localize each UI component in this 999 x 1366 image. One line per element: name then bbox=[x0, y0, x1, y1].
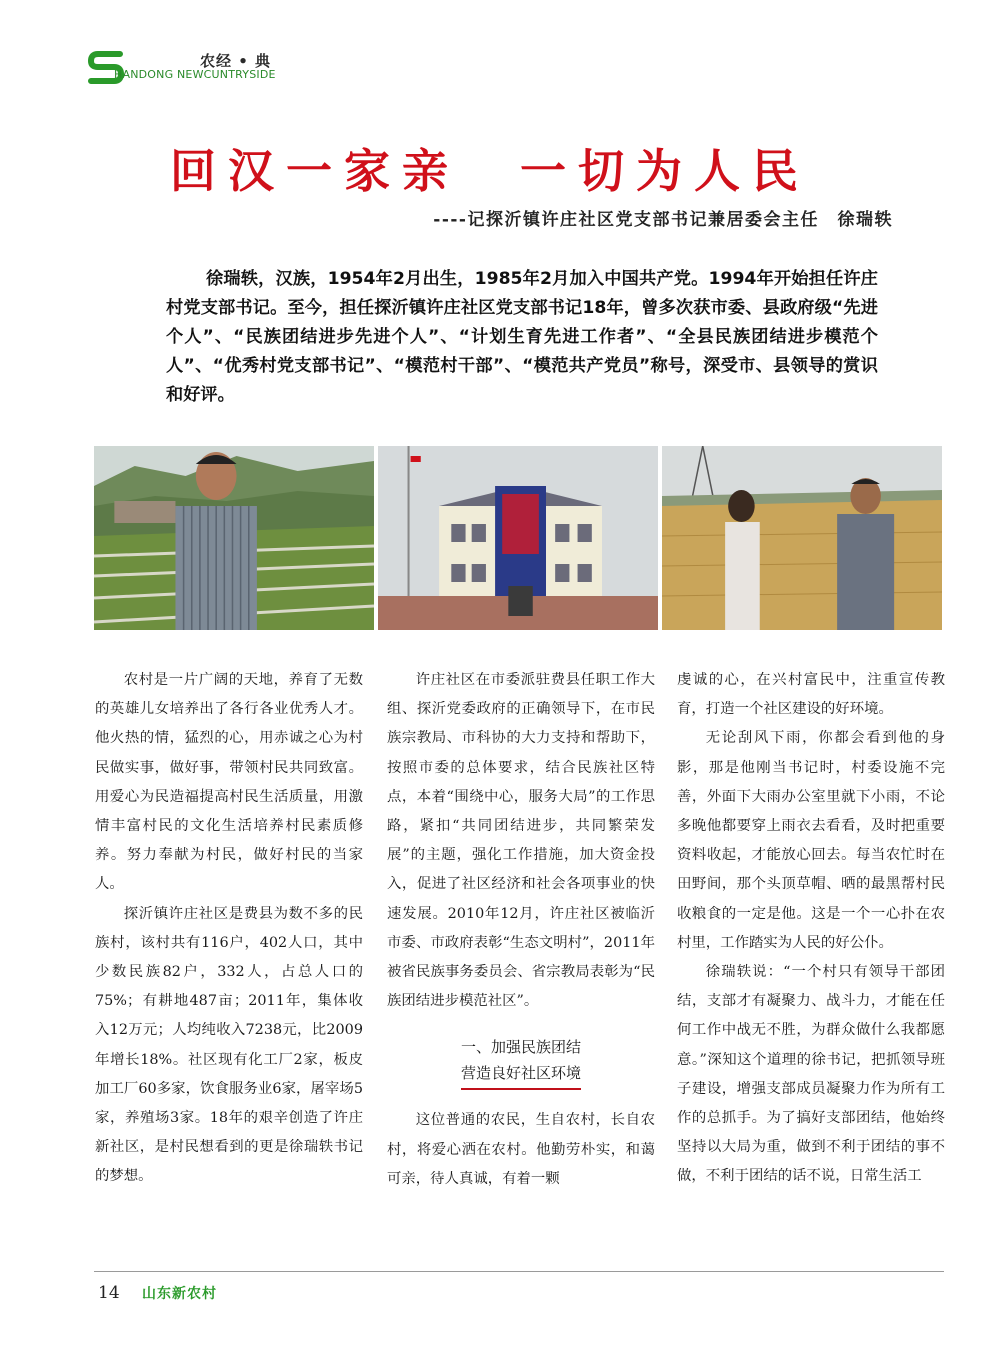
article-title bbox=[170, 135, 870, 201]
paragraph: 许庄社区在市委派驻费县任职工作大组、探沂党委政府的正确领导下，在市民族宗教局、市科协的大力支持和帮助下，按照市委的总体要求，结合民族社区特点，本着“围绕中心，服务大局”的工作思路，紧扣“共同团结进步，共同繁荣发展”的主题，强化工作措施，加大资金投入，促进了社区经济和社会各项事业的快速发展。2010年12月，许庄社区被临沂市委、市政府表彰“生态文明村”，2011年被省民族事务委员会、省宗教局表彰为“民族团结进步模范社区”。 bbox=[387, 672, 655, 1010]
paragraph: 这位普通的农民，生自农村，长自农村，将爱心洒在农村。他勤劳朴实，和蔼可亲，待人真诚，有着一颗 bbox=[387, 1112, 655, 1187]
page-number: 14 bbox=[98, 1283, 120, 1303]
body-column-1 bbox=[95, 666, 363, 1192]
magazine-logo bbox=[88, 44, 288, 88]
logo-section-label: 农经 • 典 bbox=[200, 52, 272, 70]
article-subtitle: ----记探沂镇许庄社区党支部书记兼居委会主任 徐瑞轶 bbox=[433, 210, 893, 230]
article-intro: 徐瑞轶，汉族，1954年2月出生，1985年2月加入中国共产党。1994年开始担任许庄村党支部书记。至今，担任探沂镇许庄社区党支部书记18年，曾多次获市委、县政府级“先进个人”、“民族团结进步先进个人”、“计划生育先进工作者”、“全县民族团结进步模范个人”、“优秀村党支部书记”、“模范村干部”、“模范共产党员”称号，深受市、县领导的赏识和好评。 bbox=[166, 269, 878, 405]
body-column-2 bbox=[387, 666, 655, 1194]
article-title-part2: 一切为人民 bbox=[520, 144, 810, 198]
photo-strip bbox=[94, 446, 942, 630]
paragraph: 探沂镇许庄社区是费县为数不多的民族村，该村共有116户，402人口，其中少数民族82户，332人，占总人口的75%；有耕地487亩；2011年，集体收入12万元；人均纯收入7238元，比2009年增长18%。社区现有化工厂2家，板皮加工厂60多家，饮食服务业6家，屠宰场5家，养殖场3家。18年的艰辛创造了许庄新社区，是村民想看到的更是徐瑞轶书记的梦想。 bbox=[95, 905, 363, 1185]
body-column-3 bbox=[677, 666, 945, 1192]
paragraph: 农村是一片广阔的天地，养育了无数的英雄儿女培养出了各行各业优秀人才。他火热的情，猛烈的心，用赤诚之心为村民做实事，做好事，带领村民共同致富。用爱心为民造福提高村民生活质量，用激情丰富村民的文化生活培养村民素质修养。努力奉献为村民，做好村民的当家人。 bbox=[95, 672, 363, 893]
footer-magazine-name: 山东新农村 bbox=[142, 1286, 217, 1302]
photo-wheat-field-conversation bbox=[662, 446, 942, 630]
article-body bbox=[95, 666, 945, 1256]
article-title-part1: 回汉一家亲 bbox=[170, 144, 460, 198]
photo-community-building bbox=[378, 446, 658, 630]
photo-man-in-field bbox=[94, 446, 374, 630]
logo-english-name: HANDONG NEWCUNTRYSIDE bbox=[114, 68, 276, 81]
paragraph-continued: 虔诚的心，在兴村富民中，注重宣传教育，打造一个社区建设的好环境。 bbox=[677, 672, 945, 718]
section-heading-line1: 一、加强民族团结 bbox=[460, 1038, 581, 1057]
section-heading bbox=[387, 1034, 655, 1090]
paragraph: 无论刮风下雨，你都会看到他的身影，那是他刚当书记时，村委设施不完善，外面下大雨办公室里就下小雨，不论多晚他都要穿上雨衣去看看，及时把重要资料收起，才能放心回去。每当农忙时在田野间，那个头顶草帽、晒的最黑帮村民收粮食的一定是他。这是一个一心扑在农村里，工作踏实为人民的好公仆。 bbox=[677, 730, 945, 951]
footer-divider bbox=[94, 1271, 944, 1272]
paragraph: 徐瑞轶说：“一个村只有领导干部团结，支部才有凝聚力、战斗力，才能在任何工作中战无不胜，为群众做什么我都愿意。”深知这个道理的徐书记，把抓领导班子建设，增强支部成员凝聚力作为所有工作的总抓手。为了搞好支部团结，他始终坚持以大局为重，做到不利于团结的事不做，不利于团结的话不说，日常生活工 bbox=[677, 964, 945, 1185]
section-heading-line2: 营造良好社区环境 bbox=[461, 1060, 581, 1090]
